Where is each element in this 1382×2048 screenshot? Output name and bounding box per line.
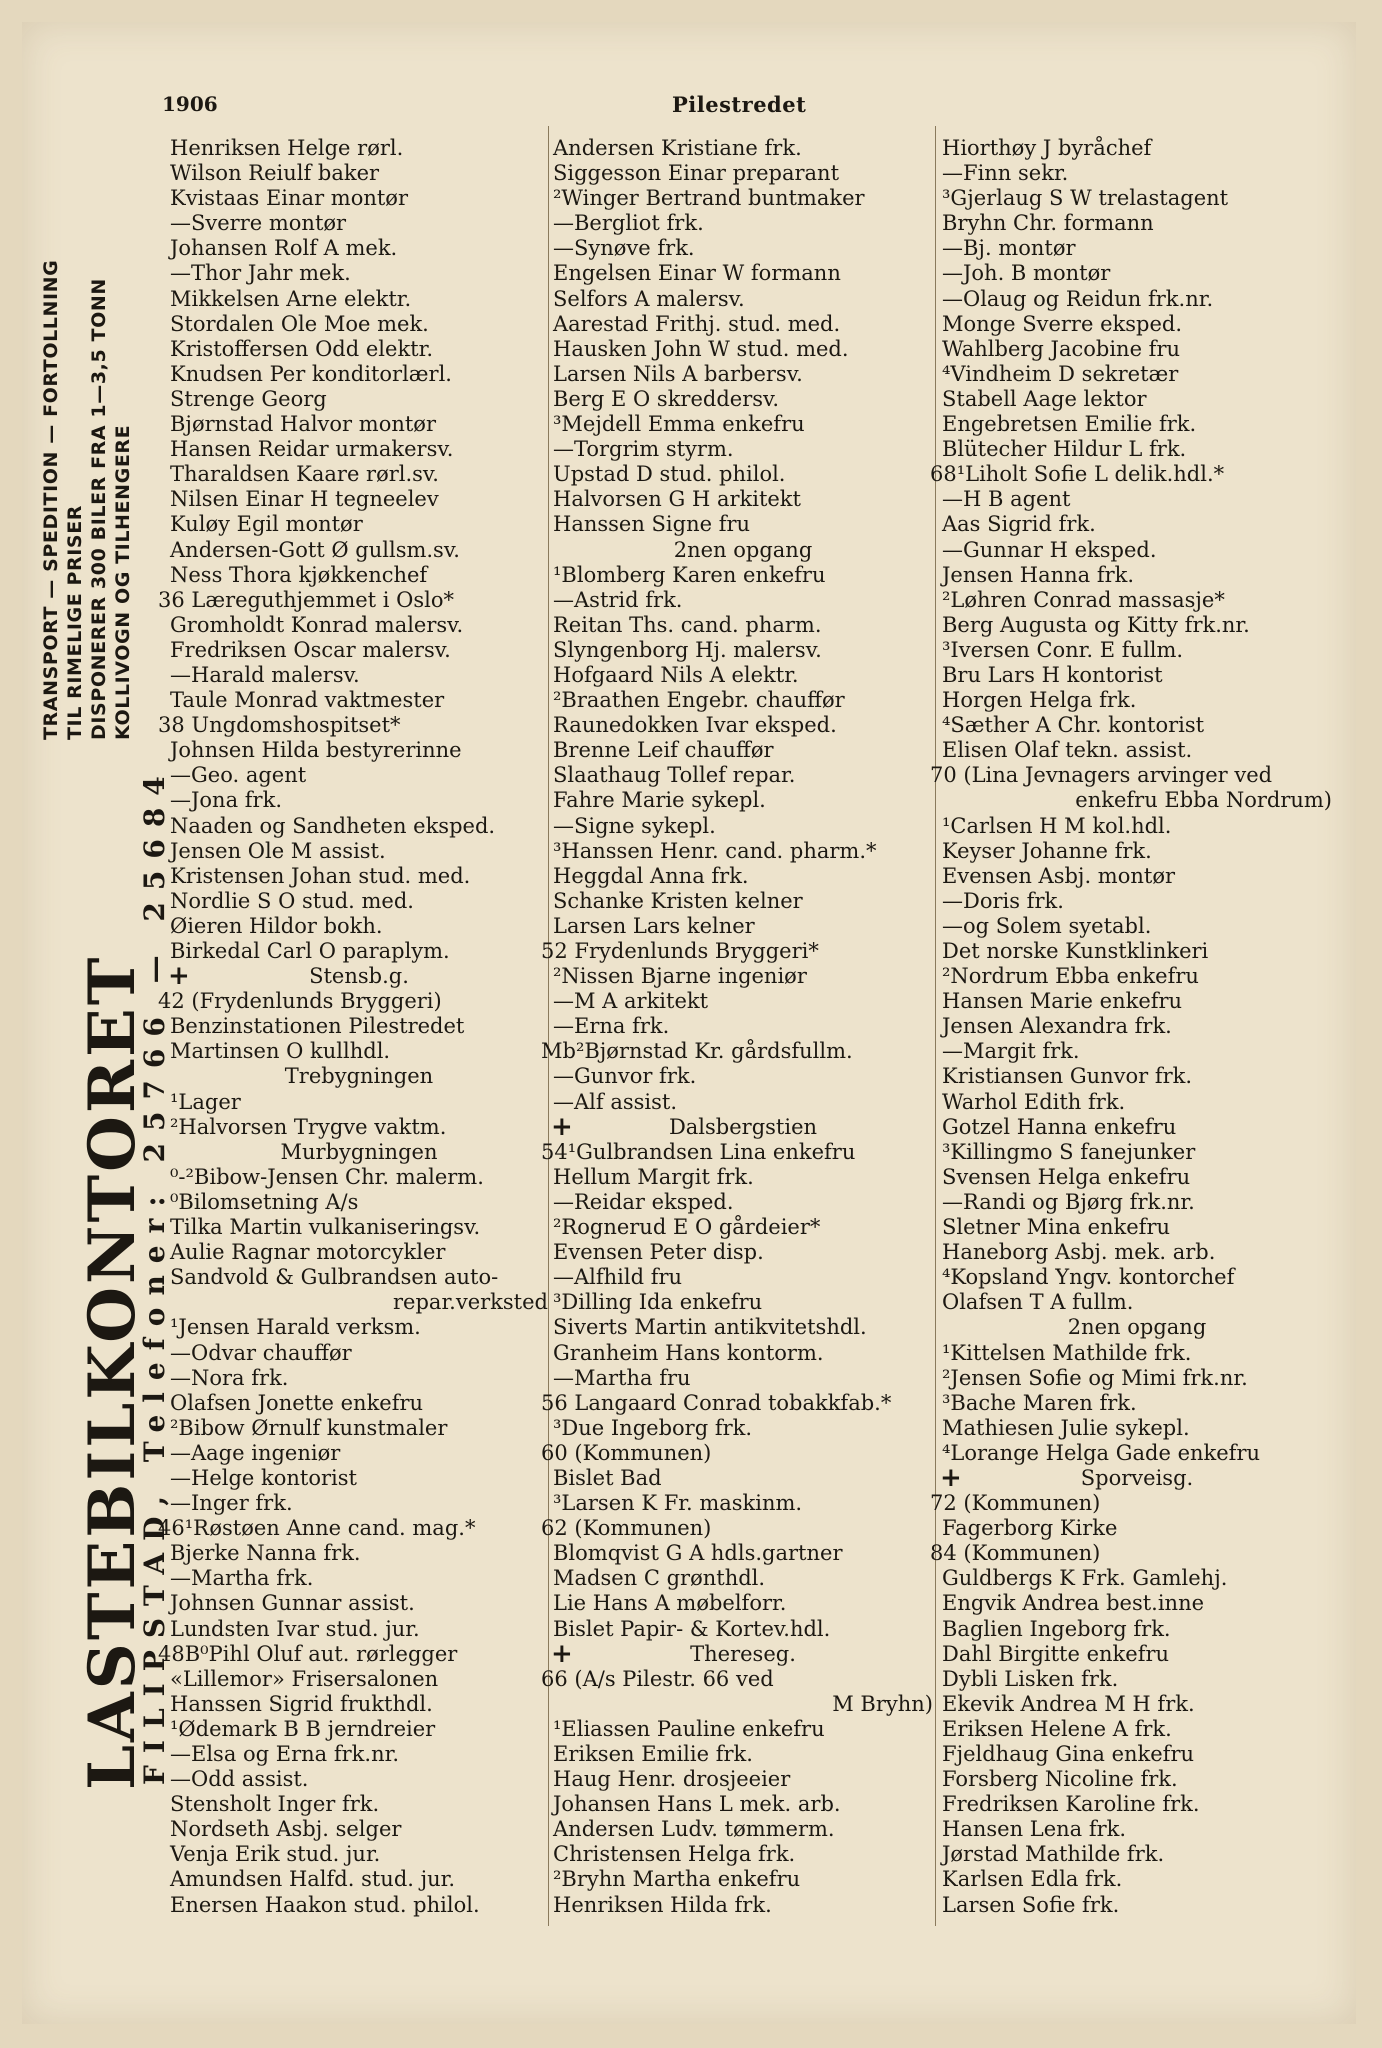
directory-entry: Fredriksen Oscar malersv. [170, 637, 451, 662]
directory-entry: Taule Monrad vaktmester [170, 688, 445, 713]
directory-entry: ¹Jensen Harald verksm. [170, 1315, 421, 1340]
directory-entry: Fahre Marie sykepl. [553, 788, 766, 813]
directory-entry: Lundsten Ivar stud. jur. [170, 1616, 420, 1641]
directory-entry: Horgen Helga frk. [942, 688, 1137, 713]
directory-entry: 62 (Kommunen) [541, 1516, 712, 1541]
directory-entry: Hansen Reidar urmakersv. [170, 437, 454, 462]
directory-entry: Fagerborg Kirke [942, 1516, 1118, 1541]
directory-entry: —Doris frk. [942, 888, 1064, 913]
directory-entry: ²Bibow Ørnulf kunstmaler [170, 1415, 448, 1440]
directory-entry: Forsberg Nicoline frk. [942, 1767, 1178, 1792]
directory-entry: ¹Blomberg Karen enkefru [553, 562, 826, 587]
directory-entry: ²Nordrum Ebba enkefru [942, 964, 1199, 989]
directory-entry: Andersen Kristiane frk. [553, 136, 802, 160]
directory-entry: Larsen Sofie frk. [942, 1892, 1120, 1917]
directory-entry: Fredriksen Karoline frk. [942, 1792, 1200, 1817]
directory-entry: 38 Ungdomshospitset* [158, 713, 401, 738]
directory-entry: 56 Langaard Conrad tobakkfab.* [541, 1390, 892, 1415]
directory-entry: Andersen-Gott Ø gullsm.sv. [170, 537, 460, 562]
directory-entry: ³Killingmo S fanejunker [942, 1139, 1196, 1164]
directory-entry: —Martha fru [553, 1365, 691, 1390]
directory-entry: Guldbergs K Frk. Gamlehj. [942, 1566, 1228, 1591]
directory-entry: Hanssen Sigrid frukthdl. [170, 1691, 433, 1716]
directory-entry: Bislet Bad [553, 1465, 662, 1490]
directory-entry: Birkedal Carl O paraplym. [170, 939, 450, 963]
directory-entry: Hansen Lena frk. [942, 1817, 1127, 1842]
directory-entry: Granheim Hans kontorm. [553, 1340, 824, 1365]
directory-entry: —H B agent [942, 487, 1071, 512]
directory-entry: —Jona frk. [170, 788, 282, 813]
directory-entry: Eriksen Helene A frk. [942, 1716, 1172, 1741]
directory-entry: —Erna frk. [553, 1014, 670, 1039]
directory-entry: Keyser Johanne frk. [942, 838, 1152, 863]
directory-entry: Slaathaug Tollef repar. [553, 763, 796, 788]
ad-slogan-line: DISPONERER 300 BILER FRA 1—3,5 TONN [88, 278, 110, 740]
directory-entry: Johnsen Hilda bestyrerinne [170, 738, 462, 763]
directory-entry: Kvistaas Einar montør [170, 186, 408, 211]
directory-entry: 52 Frydenlunds Bryggeri* [541, 939, 819, 963]
directory-entry: enkefru Ebba Nordrum) [1075, 788, 1332, 813]
directory-entry: Halvorsen G H arkitekt [553, 487, 801, 512]
directory-entry: Engelsen Einar W formann [553, 261, 841, 286]
directory-entry: Dybli Lisken frk. [942, 1666, 1119, 1691]
directory-entry: Nordlie S O stud. med. [170, 888, 414, 913]
directory-entry: Strenge Georg [170, 386, 327, 411]
directory-entry: ²Rognerud E O gårdeier* [553, 1215, 821, 1240]
directory-entry: ⁰‑²Bibow-Jensen Chr. malerm. [170, 1164, 484, 1189]
directory-entry: Mathiesen Julie sykepl. [942, 1415, 1190, 1440]
directory-entry: —Torgrim styrm. [553, 437, 734, 462]
directory-entry: —Sverre montør [170, 211, 347, 236]
directory-entry: Olafsen T A fullm. [942, 1290, 1134, 1315]
directory-entry: Hanssen Signe fru [553, 512, 751, 537]
directory-entry: Hellum Margit frk. [553, 1164, 754, 1189]
directory-entry: Sandvold & Gulbrandsen auto- [170, 1265, 499, 1290]
ad-slogan-line: KOLLIVOGN OG TILHENGERE [112, 424, 134, 740]
directory-entry: Stordalen Ole Moe mek. [170, 311, 429, 336]
directory-entry: ¹Ødemark B B jerndreier [170, 1716, 436, 1741]
directory-entry: ³Gjerlaug S W trelastagent [942, 186, 1229, 211]
directory-entry: Tharaldsen Kaare rørl.sv. [170, 462, 439, 487]
directory-entry: 68¹Liholt Sofie L delik.hdl.* [930, 462, 1225, 487]
directory-entry: Naaden og Sandheten eksped. [170, 813, 496, 838]
directory-entry: Aarestad Frithj. stud. med. [553, 311, 841, 336]
directory-entry: —Gunnar H eksped. [942, 537, 1157, 562]
directory-entry: Fjeldhaug Gina enkefru [942, 1742, 1195, 1766]
directory-entry: ¹Carlsen H M kol.hdl. [942, 813, 1172, 838]
directory-column-1 [158, 136, 548, 1918]
directory-entry: 84 (Kommunen) [930, 1541, 1101, 1566]
directory-entry: ²Bryhn Martha enkefru [553, 1867, 801, 1892]
directory-entry: Siggesson Einar preparant [553, 161, 840, 186]
directory-entry: ³Iversen Conr. E fullm. [942, 637, 1184, 662]
directory-entry: —Alfhild fru [553, 1265, 683, 1290]
directory-entry: Engebretsen Emilie frk. [942, 412, 1197, 437]
directory-entry: —og Solem syetabl. [942, 913, 1152, 938]
directory-entry: Siverts Martin antikvitetshdl. [553, 1315, 867, 1340]
directory-entry: ²Winger Bertrand buntmaker [553, 186, 865, 211]
directory-entry: —Aage ingeniør [170, 1440, 341, 1465]
directory-entry: Benzinstationen Pilestredet [170, 1014, 465, 1039]
directory-entry: ²Løhren Conrad massasje* [942, 587, 1225, 612]
directory-entry: Berg E O skreddersv. [553, 386, 780, 411]
directory-entry: —Reidar eksped. [553, 1189, 734, 1214]
directory-entry: Ness Thora kjøkkenchef [170, 562, 428, 587]
directory-entry: Tilka Martin vulkaniseringsv. [170, 1215, 481, 1240]
directory-entry: ²Braathen Engebr. chauffør [553, 688, 845, 713]
section-heading: 2nen opgang [1067, 1315, 1207, 1340]
directory-entry: Bjørnstad Halvor montør [170, 412, 436, 437]
directory-entry: ³Hanssen Henr. cand. pharm.* [553, 838, 877, 863]
directory-entry: Nilsen Einar H tegneelev [170, 487, 439, 512]
directory-entry: Kristoffersen Odd elektr. [170, 336, 434, 361]
directory-entry: Brenne Leif chauffør [553, 738, 774, 763]
directory-column-3 [930, 136, 1332, 1918]
directory-entry: Kristensen Johan stud. med. [170, 863, 471, 888]
directory-entry: —Signe sykepl. [553, 813, 716, 838]
directory-entry: Larsen Lars kelner [553, 913, 755, 938]
section-heading: + Stensb.g. [170, 964, 548, 989]
directory-entry: ¹Lager [170, 1089, 241, 1114]
ad-company-name: LASTEBILKONTORET [75, 954, 150, 1790]
directory-entry: —M A arkitekt [553, 989, 709, 1014]
directory-entry: Johansen Rolf A mek. [170, 236, 398, 261]
directory-entry: Evensen Asbj. montør [942, 863, 1175, 888]
directory-entry: —Bj. montør [942, 236, 1076, 261]
directory-entry: Jensen Alexandra frk. [942, 1014, 1172, 1039]
directory-entry: Hofgaard Nils A elektr. [553, 662, 799, 687]
directory-entry: 48B⁰Pihl Oluf aut. rørlegger [158, 1641, 458, 1666]
directory-entry: —Martha frk. [170, 1566, 314, 1591]
section-heading: + Dalsbergstien [553, 1115, 933, 1140]
directory-entry: Martinsen O kullhdl. [170, 1039, 391, 1064]
directory-entry: Heggdal Anna frk. [553, 863, 749, 888]
column-divider [548, 126, 549, 1926]
directory-entry: Svensen Helga enkefru [942, 1164, 1191, 1189]
directory-entry: Amundsen Halfd. stud. jur. [170, 1867, 456, 1892]
directory-entry: 54¹Gulbrandsen Lina enkefru [541, 1139, 856, 1164]
directory-entry: —Alf assist. [553, 1089, 678, 1114]
directory-entry: —Harald malersv. [170, 662, 360, 687]
directory-entry: —Randi og Bjørg frk.nr. [942, 1189, 1195, 1214]
directory-entry: Olafsen Jonette enkefru [170, 1390, 424, 1415]
directory-entry: Dahl Birgitte enkefru [942, 1641, 1170, 1666]
directory-entry: Blütecher Hildur L frk. [942, 437, 1187, 462]
directory-entry: ¹Eliassen Pauline enkefru [553, 1716, 825, 1741]
section-heading: + Thereseg. [553, 1642, 933, 1667]
directory-entry: Det norske Kunstklinkeri [942, 939, 1209, 963]
directory-entry: Johnsen Gunnar assist. [170, 1591, 415, 1616]
directory-entry: ⁴Sæther A Chr. kontorist [942, 713, 1205, 738]
section-heading: Trebygningen [284, 1064, 434, 1089]
directory-entry: —Gunvor frk. [553, 1064, 697, 1089]
directory-entry: Wahlberg Jacobine fru [942, 336, 1181, 361]
directory-entry: Stensholt Inger frk. [170, 1792, 380, 1817]
directory-entry: Johansen Hans L mek. arb. [553, 1792, 841, 1817]
directory-entry: Berg Augusta og Kitty frk.nr. [942, 612, 1250, 637]
directory-entry: Mb²Bjørnstad Kr. gårdsfullm. [541, 1039, 853, 1064]
directory-entry: Jensen Hanna frk. [942, 562, 1135, 587]
directory-entry: Evensen Peter disp. [553, 1240, 764, 1265]
ad-slogan-line: TRANSPORT — SPEDITION — FORTOLLNING [40, 259, 62, 740]
directory-entry: ³Larsen K Fr. maskinm. [553, 1491, 803, 1516]
section-heading: + Sporveisg. [942, 1466, 1332, 1491]
directory-entry: Selfors A malersv. [553, 286, 745, 311]
directory-entry: Haug Henr. drosjeeier [553, 1767, 791, 1792]
directory-entry: Monge Sverre eksped. [942, 311, 1182, 336]
section-heading: Murbygningen [280, 1139, 438, 1164]
directory-entry: Bjerke Nanna frk. [170, 1541, 361, 1566]
directory-entry: repar.verksted [393, 1290, 548, 1315]
section-heading: 2nen opgang [673, 537, 813, 562]
directory-entry: Slyngenborg Hj. malersv. [553, 637, 822, 662]
directory-entry: ³Bache Maren frk. [942, 1390, 1137, 1415]
directory-entry: Venja Erik stud. jur. [170, 1842, 381, 1867]
directory-entry: Engvik Andrea best.inne [942, 1591, 1205, 1616]
directory-entry: 66 (A/s Pilestr. 66 ved [541, 1666, 774, 1691]
directory-entry: Wilson Reiulf baker [170, 161, 380, 186]
directory-entry: 72 (Kommunen) [930, 1491, 1101, 1516]
directory-entry: Knudsen Per konditorlærl. [170, 361, 452, 386]
directory-entry: Øieren Hildor bokh. [170, 913, 383, 938]
directory-entry: ³Dilling Ida enkefru [553, 1290, 763, 1315]
directory-entry: Enersen Haakon stud. philol. [170, 1892, 480, 1917]
directory-entry: 60 (Kommunen) [541, 1440, 712, 1465]
directory-entry: Bislet Papir- & Kortev.hdl. [553, 1616, 831, 1641]
directory-entry: Mikkelsen Arne elektr. [170, 286, 412, 311]
directory-entry: Raunedokken Ivar eksped. [553, 713, 837, 738]
directory-entry: ²Halvorsen Trygve vaktm. [170, 1114, 447, 1139]
directory-entry: Ekevik Andrea M H frk. [942, 1691, 1195, 1716]
directory-entry: Madsen C grønthdl. [553, 1566, 766, 1591]
directory-entry: Eriksen Emilie frk. [553, 1742, 753, 1766]
directory-entry: 46¹Røstøen Anne cand. mag.* [158, 1516, 476, 1541]
directory-entry: ⁴Lorange Helga Gade enkefru [942, 1440, 1261, 1465]
directory-entry: Bru Lars H kontorist [942, 662, 1163, 687]
directory-entry: 70 (Lina Jevnagers arvinger ved [930, 763, 1273, 788]
directory-entry: —Bergliot frk. [553, 211, 704, 236]
directory-entry: Elisen Olaf tekn. assist. [942, 738, 1193, 763]
directory-entry: ⁴Kopsland Yngv. kontorchef [942, 1265, 1235, 1290]
directory-entry: ³Due Ingeborg frk. [553, 1415, 753, 1440]
directory-entry: —Odd assist. [170, 1767, 309, 1792]
directory-entry: Stabell Aage lektor [942, 386, 1147, 411]
directory-entry: ⁴Vindheim D sekretær [942, 361, 1179, 386]
directory-entry: Gotzel Hanna enkefru [942, 1114, 1177, 1139]
directory-entry: —Thor Jahr mek. [170, 261, 351, 286]
directory-entry: Blomqvist G A hdls.gartner [553, 1541, 843, 1566]
directory-entry: —Odvar chauffør [170, 1340, 352, 1365]
directory-entry: ²Nissen Bjarne ingeniør [553, 964, 807, 989]
directory-entry: 42 (Frydenlunds Bryggeri) [158, 989, 442, 1014]
directory-entry: Christensen Helga frk. [553, 1842, 796, 1867]
directory-entry: Baglien Ingeborg frk. [942, 1616, 1171, 1641]
directory-entry: Kuløy Egil montør [170, 512, 363, 537]
ad-phone-line: FILIPSTAD, Telefoner: 25766 — 25684 [138, 764, 171, 1785]
directory-entry: Bryhn Chr. formann [942, 211, 1154, 236]
directory-entry: Lie Hans A møbelforr. [553, 1591, 787, 1616]
directory-entry: Henriksen Hilda frk. [553, 1892, 772, 1917]
directory-entry: Aas Sigrid frk. [942, 512, 1096, 537]
page-number: 1906 [162, 92, 218, 116]
directory-entry: ⁰Bilomsetning A/s [170, 1189, 359, 1214]
ad-slogan-line: TIL RIMELIGE PRISER [64, 504, 86, 740]
directory-entry: «Lillemor» Frisersalonen [170, 1666, 439, 1691]
directory-entry: Upstad D stud. philol. [553, 462, 786, 487]
directory-entry: —Synøve frk. [553, 236, 695, 261]
directory-entry: Aulie Ragnar motorcykler [170, 1240, 446, 1265]
directory-entry: Kristiansen Gunvor frk. [942, 1064, 1193, 1089]
directory-entry: —Joh. B montør [942, 261, 1111, 286]
directory-entry: ²Jensen Sofie og Mimi frk.nr. [942, 1365, 1248, 1390]
directory-entry: Gromholdt Konrad malersv. [170, 612, 464, 637]
directory-entry: Jensen Ole M assist. [170, 838, 386, 863]
directory-entry: —Finn sekr. [942, 161, 1069, 186]
directory-entry: —Helge kontorist [170, 1465, 357, 1490]
directory-entry: Nordseth Asbj. selger [170, 1817, 402, 1842]
page-header: Pilestredet [672, 92, 807, 117]
directory-entry: Schanke Kristen kelner [553, 888, 803, 913]
column-divider [935, 126, 936, 1926]
directory-entry: Haneborg Asbj. mek. arb. [942, 1240, 1216, 1265]
directory-entry: —Astrid frk. [553, 587, 683, 612]
directory-entry: —Olaug og Reidun frk.nr. [942, 286, 1214, 311]
directory-entry: ¹Kittelsen Mathilde frk. [942, 1340, 1192, 1365]
directory-entry: ³Mejdell Emma enkefru [553, 412, 805, 437]
directory-entry: Hausken John W stud. med. [553, 336, 849, 361]
directory-entry: Reitan Ths. cand. pharm. [553, 612, 822, 637]
directory-entry: Hiorthøy J byråchef [942, 136, 1152, 160]
directory-entry: Larsen Nils A barbersv. [553, 361, 803, 386]
directory-entry: Jørstad Mathilde frk. [942, 1842, 1165, 1867]
directory-entry: 36 Læreguthjemmet i Oslo* [158, 587, 455, 612]
directory-column-2 [541, 136, 933, 1918]
directory-entry: —Elsa og Erna frk.nr. [170, 1742, 400, 1766]
directory-entry: —Nora frk. [170, 1365, 289, 1390]
directory-entry: Sletner Mina enkefru [942, 1215, 1171, 1240]
directory-entry: Karlsen Edla frk. [942, 1867, 1123, 1892]
directory-entry: Hansen Marie enkefru [942, 989, 1183, 1014]
directory-entry: —Geo. agent [170, 763, 307, 788]
directory-entry: M Bryhn) [832, 1691, 933, 1716]
directory-entry: Warhol Edith frk. [942, 1089, 1126, 1114]
directory-entry: —Inger frk. [170, 1491, 293, 1516]
directory-entry: —Margit frk. [942, 1039, 1080, 1064]
directory-entry: Henriksen Helge rørl. [170, 136, 404, 160]
directory-entry: Andersen Ludv. tømmerm. [553, 1817, 835, 1842]
